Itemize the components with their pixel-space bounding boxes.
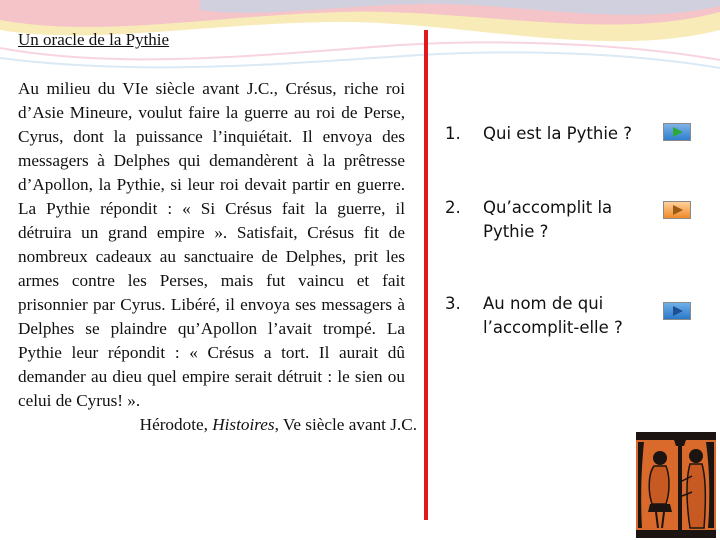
- play-button-icon: [673, 127, 683, 137]
- citation-work: Histoires: [212, 415, 275, 434]
- page-title: Un oracle de la Pythie: [18, 30, 170, 49]
- play-button-icon: [673, 205, 683, 215]
- play-button-question-3[interactable]: [663, 302, 691, 320]
- citation-author: Hérodote,: [139, 415, 208, 434]
- play-button-icon: [673, 306, 683, 316]
- story-text: Au milieu du VIe siècle avant J.C., Crésus, riche roi d’Asie Mineure, voulut faire la guerre au roi de Perse, Cyrus, dont la puissance l’inquiétait. Il envoya des messagers à Delphes qui demandèrent à la prêtresse d’Apollon, la Pythie, si leur roi devait partir en guerre. La Pythie répondit : « Si Crésus fait la guerre, il détruira un grand empire ». Satisfait, Crésus fit de nombreux cadeaux au sanctuaire de Delphes, prit les armes contre les Perses, mais fut vaincu et fait prisonnier par Cyrus. Libéré, il envoya ses messagers à Delphes se plaindre qu’Apollon l’avait trompé. La Pythie leur répondit : « Crésus a tort. Il aurait dû demander au dieu quel empire serait détruit : le sien ou celui de Cyrus! ».: [18, 79, 405, 410]
- question-number: 2.: [445, 198, 461, 217]
- citation: [18, 413, 417, 437]
- play-button-question-2[interactable]: [663, 201, 691, 219]
- play-button-question-1[interactable]: [663, 123, 691, 141]
- question-text: Qu’accomplit la Pythie ?: [483, 198, 613, 241]
- question-number: 1.: [445, 124, 461, 143]
- citation-tail: , Ve siècle avant J.C.: [274, 415, 417, 434]
- question-text: Au nom de qui l’accomplit-elle ?: [483, 294, 623, 337]
- question-number: 3.: [445, 294, 461, 313]
- question-text: Qui est la Pythie ?: [483, 124, 633, 143]
- story-paragraph: [18, 77, 417, 437]
- greek-vase-image: [636, 432, 716, 538]
- vertical-divider: [424, 30, 428, 520]
